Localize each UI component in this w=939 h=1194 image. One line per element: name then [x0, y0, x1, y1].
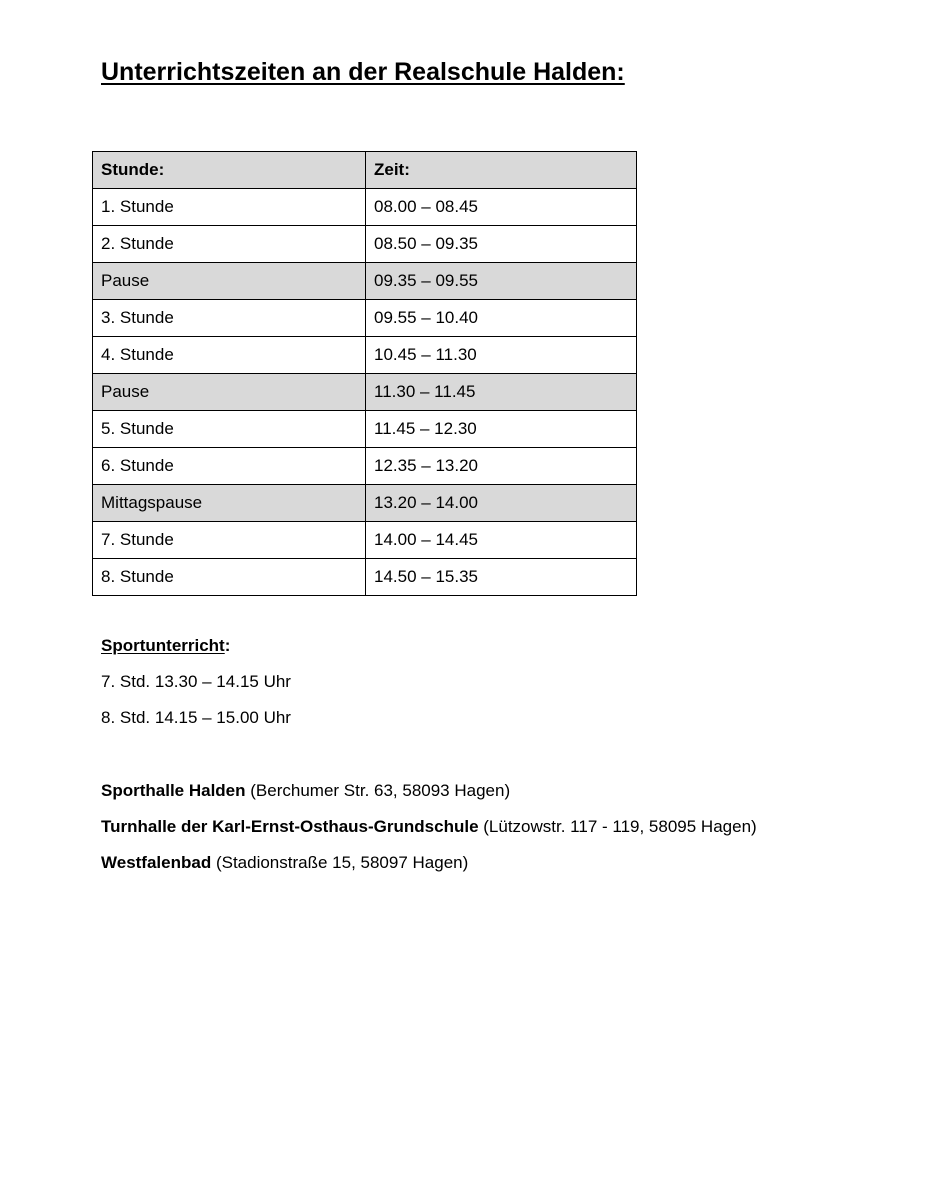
row-time: 14.50 – 15.35 — [366, 559, 637, 596]
column-header-zeit: Zeit: — [366, 152, 637, 189]
table-row — [93, 522, 637, 559]
venue-line — [101, 781, 510, 801]
row-time: 13.20 – 14.00 — [366, 485, 637, 522]
venue-name: Westfalenbad — [101, 853, 212, 872]
column-header-stunde: Stunde: — [93, 152, 366, 189]
table-row — [93, 559, 637, 596]
sport-time-line: 7. Std. 13.30 – 14.15 Uhr — [101, 672, 291, 691]
row-label: 4. Stunde — [93, 337, 366, 374]
sport-heading-colon: : — [224, 636, 231, 655]
table-row — [93, 300, 637, 337]
row-label: Pause — [93, 263, 366, 300]
table-row — [93, 411, 637, 448]
table-row — [93, 189, 637, 226]
row-label: Mittagspause — [93, 485, 366, 522]
sport-heading-text: Sportunterricht — [101, 636, 225, 655]
venue-line — [101, 853, 468, 873]
venue-name: Turnhalle der Karl-Ernst-Osthaus-Grundschule — [101, 817, 479, 836]
row-label: 8. Stunde — [93, 559, 366, 596]
row-time: 09.35 – 09.55 — [366, 263, 637, 300]
sport-time-line: 8. Std. 14.15 – 15.00 Uhr — [101, 708, 291, 727]
row-time: 14.00 – 14.45 — [366, 522, 637, 559]
row-time: 09.55 – 10.40 — [366, 300, 637, 337]
row-time: 08.00 – 08.45 — [366, 189, 637, 226]
sport-heading — [101, 636, 230, 656]
row-label: 2. Stunde — [93, 226, 366, 263]
row-label: 3. Stunde — [93, 300, 366, 337]
row-label: 5. Stunde — [93, 411, 366, 448]
row-time: 12.35 – 13.20 — [366, 448, 637, 485]
venue-address: (Lützowstr. 117 - 119, 58095 Hagen) — [478, 817, 757, 836]
row-label: 1. Stunde — [93, 189, 366, 226]
row-label: Pause — [93, 374, 366, 411]
venue-address: (Stadionstraße 15, 58097 Hagen) — [211, 853, 469, 872]
table-header-row — [93, 152, 637, 189]
row-time: 10.45 – 11.30 — [366, 337, 637, 374]
venue-line — [101, 817, 757, 837]
row-time: 08.50 – 09.35 — [366, 226, 637, 263]
table-row — [93, 485, 637, 522]
row-label: 6. Stunde — [93, 448, 366, 485]
table-row — [93, 374, 637, 411]
table-row — [93, 226, 637, 263]
row-time: 11.45 – 12.30 — [366, 411, 637, 448]
row-label: 7. Stunde — [93, 522, 366, 559]
venue-address: (Berchumer Str. 63, 58093 Hagen) — [245, 781, 511, 800]
table-row — [93, 263, 637, 300]
page-title: Unterrichtszeiten an der Realschule Halden: — [101, 58, 625, 86]
table-row — [93, 448, 637, 485]
schedule-table — [92, 151, 637, 596]
row-time: 11.30 – 11.45 — [366, 374, 637, 411]
venue-name: Sporthalle Halden — [101, 781, 246, 800]
table-row — [93, 337, 637, 374]
